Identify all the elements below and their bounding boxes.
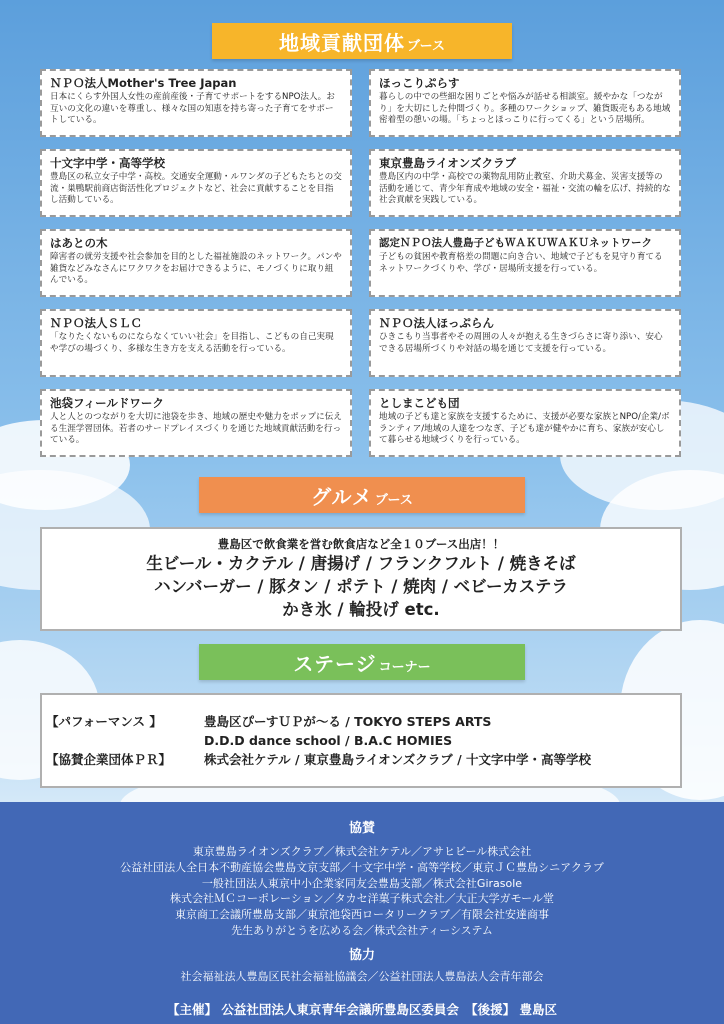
stage-section-banner	[199, 644, 525, 680]
org-description: ひきこもり当事者やその周囲の人々が抱える生きづらさに寄り添い、安心できる居場所づくりや対話の場を通じて支援を行っている。	[379, 332, 663, 354]
org-name: 東京豊島ライオンズクラブ	[379, 156, 516, 170]
org-description: 子どもの貧困や教育格差の問題に向き合い、地域で子どもを見守り育てるネットワークづくりや、学び・居場所支援を行っている。	[379, 252, 663, 274]
cooperation-heading: 協力	[348, 947, 375, 963]
org-description: 地域の子ども達と家族を支援するために、支援が必要な家族とNPO/企業/ボランティア/地域の人達をつなぎ、子ども達が健やかに育ち、家族が安心して暮らせる地域づくりを行っている。	[379, 412, 670, 446]
stage-performance-row	[46, 712, 680, 731]
sponsors-heading: 協賛	[348, 821, 375, 836]
org-description: 「なりたくないものにならなくていい社会」を目指し、こどもの自己実現や学びの場づくり、多様な生き方を支える活動を行っている。	[50, 332, 334, 354]
orgs-banner-subtitle: ブース	[407, 38, 445, 54]
performance-list-1: 豊島区ぴーすＵＰが〜る / TOKYO STEPS ARTS	[204, 714, 492, 729]
cooperation-line: 社会福祉法人豊島区民社会福祉協議会／公益社団法人豊島法人会青年部会	[180, 969, 544, 983]
org-name: 認定ＮＰＯ法人豊島子どもＷＡＫＵＷＡＫＵネットワーク	[379, 237, 652, 249]
sponsor-line: 株式会社ＭＣコーポレーション／タカセ洋菓子株式会社／大正大学ガモール堂	[170, 892, 554, 906]
org-card	[40, 69, 352, 137]
performance-list-2: D.D.D dance school / B.A.C HOMIES	[204, 733, 453, 748]
sponsor-line: 一般社団法人東京中小企業家同友会豊島支部／株式会社Girasole	[201, 876, 523, 890]
org-name: ＮＰＯ法人Mother's Tree Japan	[50, 76, 237, 90]
org-description: 人と人とのつながりを大切に池袋を歩き、地域の歴史や魅力をポップに伝える生涯学習団体。若者のサードプレイスづくりを通じた地域貢献活動を行っている。	[50, 412, 342, 446]
food-intro: 豊島区で飲食業を営む飲食店など全１０ブース出店！！	[217, 537, 505, 551]
org-name: ＮＰＯ法人ほっぷらん	[379, 316, 494, 330]
orgs-section-banner	[212, 23, 512, 59]
sponsor-line: 公益社団法人全日本不動産協会豊島文京支部／十文字中学・高等学校／東京ＪＣ豊島シニアクラブ	[120, 860, 604, 874]
stage-sponsor-row	[46, 750, 680, 769]
org-name: ほっこりぷらす	[379, 76, 460, 90]
org-card	[369, 229, 681, 297]
org-name: としまこども団	[379, 396, 460, 410]
sponsor-line: 東京豊島ライオンズクラブ／株式会社ケテル／アサヒビール株式会社	[192, 845, 532, 858]
food-banner-subtitle: ブース	[374, 492, 413, 508]
performance-label-spacer	[46, 731, 204, 750]
org-card	[40, 309, 352, 377]
food-menu-line: かき氷 / 輪投げ etc.	[282, 600, 440, 619]
org-name: 十文字中学・高等学校	[50, 156, 165, 170]
performance-label: 【パフォーマンス 】	[46, 714, 162, 729]
org-card	[369, 149, 681, 217]
stage-banner-subtitle: コーナー	[378, 659, 431, 675]
stage-banner-title: ステージ	[293, 651, 377, 676]
sponsor-pr-label: 【協賛企業団体ＰＲ】	[46, 752, 172, 767]
org-name: ＮＰＯ法人ＳＬＣ	[50, 316, 142, 330]
orgs-banner-title: 地域貢献団体	[279, 30, 406, 55]
food-menu-line: ハンバーガー / 豚タン / ポテト / 焼肉 / ベビーカステラ	[154, 577, 568, 596]
sponsor-line: 先生ありがとうを広める会／株式会社ティーシステム	[231, 923, 493, 937]
food-menu-line: 生ビール・カクテル / 唐揚げ / フランクフルト / 焼きそば	[146, 554, 576, 573]
org-description: 豊島区内の中学・高校での薬物乱用防止教室、介助犬募金、災害支援等の活動を通じて、青少年育成や地域の安全・福祉・交流の輪を広げ、持続的な社会貢献を実践している。	[379, 172, 671, 206]
org-card	[369, 389, 681, 457]
food-section-banner	[199, 477, 525, 513]
org-description: 日本にくらす外国人女性の産前産後・子育てサポートをするNPO法人。お互いの文化の違いを尊重し、様々な国の知恵を持ち寄った子育てをサポートしている。	[50, 92, 335, 126]
org-card	[40, 229, 352, 297]
org-description: 豊島区の私立女子中学・高校。交通安全運動・ルワンダの子どもたちとの交流・巣鴨駅前商店街活性化プロジェクトなど、社会に貢献することを目指し活動している。	[50, 172, 342, 206]
sponsor-pr-list: 株式会社ケテル / 東京豊島ライオンズクラブ / 十文字中学・高等学校	[204, 752, 592, 767]
org-name: 池袋フィールドワーク	[50, 396, 164, 410]
food-info-box	[40, 527, 682, 631]
org-card	[40, 389, 352, 457]
footer-credits	[0, 802, 724, 1024]
org-name: はあとの木	[50, 236, 108, 250]
food-banner-title: グルメ	[311, 484, 373, 509]
org-description: 暮らしの中での些細な困りごとや悩みが話せる相談室。緩やかな「つながり」を大切にした仲間づくり。多種のワークショップ、雑貨販売もある地域密着型の憩いの場。「ちょっとほっこりに行ってくる」という居場所。	[379, 92, 671, 126]
org-card	[369, 69, 681, 137]
sponsor-line: 東京商工会議所豊島支部／東京池袋西ロータリークラブ／有限会社安達商事	[175, 908, 549, 922]
org-card	[369, 309, 681, 377]
organizer-line: 【主催】 公益社団法人東京青年会議所豊島区委員会 【後援】 豊島区	[167, 1001, 557, 1017]
org-description: 障害者の就労支援や社会参加を目的とした福祉施設のネットワーク。パンや雑貨などみなさんにワクワクをお届けできるように、モノづくりに取り組んでいる。	[50, 252, 342, 286]
org-card	[40, 149, 352, 217]
stage-performance-row-2	[46, 731, 680, 750]
stage-info-box	[40, 693, 682, 788]
